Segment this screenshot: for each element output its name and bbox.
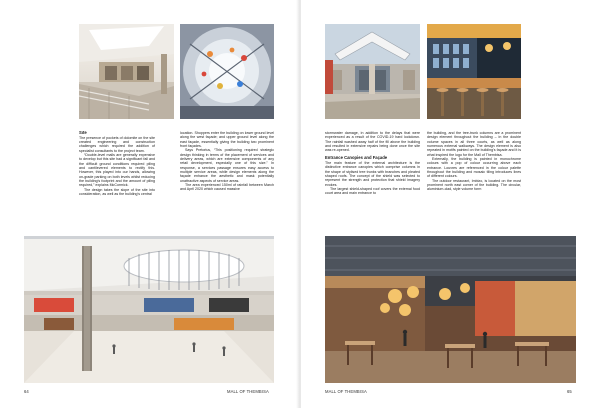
photo-food-court-restaurant: [325, 236, 576, 383]
body-paragraph: Says Pretorius, “This positioning required strategic design thinking in terms of the placement of services and delivery areas, which are extensive components of any retail development, especially one of this size.” In response, a services passage ensures easy access to multiple service areas, while design elements along the façade enhance the aesthetic and mask potentially unattractive aspects of service areas.: [180, 148, 274, 183]
photo-ceiling-light-fixture: [180, 24, 274, 119]
section-heading-site: Site: [79, 131, 87, 135]
body-paragraph: Externally, the building is painted in monochrome colours with a pop of colour occurring above each entrance. Louvres are referenced in the colour palette throughout the building and mosaic tiling introduces lines of different colours.: [427, 157, 521, 179]
photo-restaurant-bar: [427, 24, 521, 119]
photo-entrance-canopy: [325, 24, 420, 119]
body-paragraph: The largest shield-shaped roof covers the external food court area and main entrance to: [325, 186, 420, 196]
text-column-2: [180, 131, 274, 231]
body-paragraph: The presence of pockets of dolomite on the site created engineering and construction challenges which required the addition of specialist consultants to the project team.: [79, 135, 155, 153]
right-page: [301, 0, 600, 408]
body-paragraph: The design takes the slope of the site into consideration, as well as the building’s central: [79, 187, 155, 197]
body-paragraph: The outdoor restaurant, Imbizo, is located on the most prominent north east corner of the building. The circular, aluminium-clad, style volume form: [427, 178, 521, 192]
text-column-1: [79, 131, 155, 231]
running-title-right: MALL OF THEMBISA: [325, 389, 367, 394]
photo-double-level-mall-court: [24, 236, 274, 383]
left-page: [0, 0, 299, 408]
running-title-left: MALL OF THEMBISA: [227, 389, 269, 394]
section-heading-entrance-canopies: Entrance Canopies and Façade: [325, 155, 388, 161]
body-paragraph: “Double-level malls are generally expensive to develop but this site had a significant fall and the difficult ground conditions required piling and cantilevered elements to rectify this. However, this played into our hands, allowing on-grade parking on both levels whilst reducing the building’s footprint and the amount of piling required,” explains McCormick.: [79, 152, 155, 188]
body-paragraph: The main feature of the external architecture is the distinctive entrance canopies which comprise columns in the shape of stylised tree trunks with branches and pleated shaped roofs. The concept of the shield was selected to represent the strength and protection that shield imagery evokes.: [325, 160, 420, 187]
body-paragraph: the building, and the tree-trunk columns are a prominent design element throughout the building – in the double volume spaces in all three courts, as well as along numerous external walkways. The design element is also repeated in motifs painted on the building’s façade and it is what inspired the logo for the Mall of Thembisa.: [427, 131, 521, 157]
body-paragraph: stormwater damage, in addition to the delays that were experienced as a result of the COVID-19 hard lockdown. The rainfall washed away half of the fill above the building and resulted in extensive repairs being done once the site was re-opened.: [325, 131, 420, 153]
text-column-3: [325, 131, 420, 231]
page-number-left: 64: [24, 389, 29, 394]
photo-mall-atrium-escalator: [79, 24, 174, 119]
body-paragraph: location. Shoppers enter the building on lower ground level along the west façade; and upper ground level along the east façade, essentially giving the building two prominent front façades.: [180, 131, 274, 149]
body-paragraph: The area experienced 150ml of rainfall between March and April 2020 which caused massive: [180, 183, 274, 192]
page-number-right: 65: [567, 389, 572, 394]
text-column-4: [427, 131, 521, 231]
